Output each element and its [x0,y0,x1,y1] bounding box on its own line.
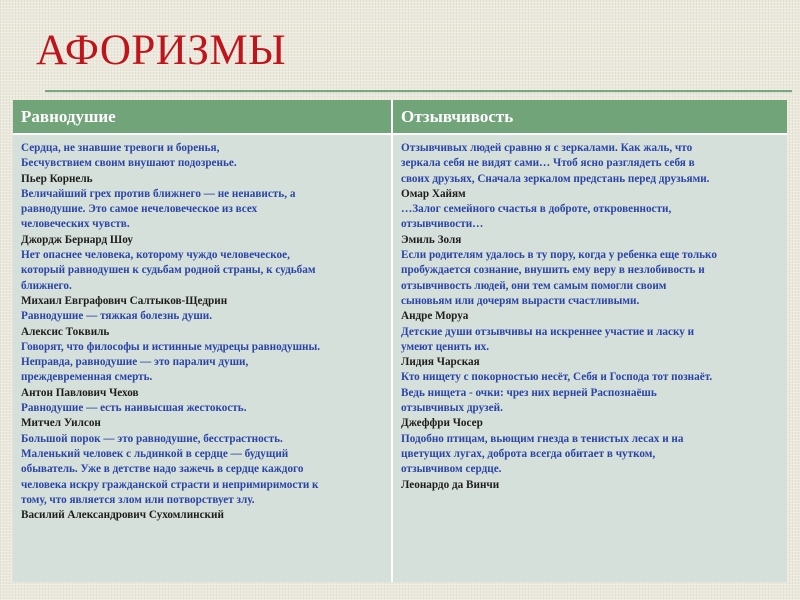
column-body-indifference [13,135,391,582]
quote-line: своих друзьях, Сначала зеркалом предстань перед друзьями. [401,172,710,185]
quote-line: Кто нищету с покорностью несёт, Себя и Господа тот познаёт. [401,371,713,384]
quote-line: Говорят, что философы и истинные мудрецы равнодушны. [21,340,321,353]
quote-line: Большой порок — это равнодушие, бесстрастность. [21,432,283,445]
quote-line: умеют ценить их. [401,340,490,353]
quote-line: цветущих лугах, доброта всегда обитает в чутком, [401,447,656,460]
quote-line: Величайший грех против ближнего — не ненависть, а [21,187,296,200]
quote-line: равнодушие. Это самое нечеловеческое из всех [21,203,258,216]
quote-line: Маленький человек с льдинкой в сердце — будущий [21,447,289,460]
aphorism-entry [21,401,391,432]
quote-author: Омар Хайям [401,187,466,200]
aphorism-entry [401,141,787,202]
aphorism-entry [401,202,787,248]
aphorism-entry [401,432,787,493]
quote-line: Если родителям удалось в ту пору, когда у ребенка еще только [401,249,717,262]
quote-line: …Залог семейного счастья в доброте, откровенности, [401,203,672,216]
quote-line: Равнодушие — есть наивысшая жестокость. [21,402,247,415]
column-header-indifference: Равнодушие [13,100,391,133]
quote-line: Неправда, равнодушие — это паралич души, [21,356,249,369]
quote-author: Пьер Корнель [21,172,93,185]
quote-author: Андре Моруа [401,310,469,323]
title-divider [45,90,792,93]
quote-author: Джеффри Чосер [401,417,483,430]
aphorism-entry [21,432,391,524]
quote-line: Подобно птицам, вьющим гнезда в тенистых лесах и на [401,432,684,445]
aphorism-entry [21,309,391,340]
quote-line: Детские души отзывчивы на искреннее участие и ласку и [401,325,695,338]
quote-line: отзывчивости… [401,218,484,231]
quote-line: Равнодушие — тяжкая болезнь души. [21,310,213,323]
quote-line: человеческих чувств. [21,218,130,231]
quote-line: сыновьям или дочерям вырасти счастливыми. [401,294,640,307]
quote-author: Леонардо да Винчи [401,478,500,491]
aphorisms-table [13,100,787,582]
quote-line: Ведь нищета - очки: чрез них верней Распознаёшь [401,386,657,399]
quote-line: Бесчувствием своим внушают подозренье. [21,157,237,170]
quote-line: человека искру гражданской страсти и непримиримости к [21,478,319,491]
column-body-responsiveness [393,135,787,582]
aphorism-entry [21,340,391,401]
aphorism-entry [21,187,391,248]
aphorism-entry [401,248,787,324]
quote-line: отзывчивость людей, они тем самым помогли своим [401,279,667,292]
quote-author: Эмиль Золя [401,233,462,246]
quote-line: отзывчивых друзей. [401,402,503,415]
quote-line: Сердца, не знавшие тревоги и боренья, [21,142,220,154]
quote-author: Михаил Евграфович Салтыков-Щедрин [21,294,228,307]
quote-line: зеркала себя не видят сами… Чтоб ясно разглядеть себя в [401,157,695,170]
quote-line: пробуждается сознание, внушить ему веру в незлобивость и [401,264,705,277]
quote-author: Антон Павлович Чехов [21,386,139,399]
aphorism-entry [401,370,787,431]
quote-author: Джордж Бернард Шоу [21,233,133,246]
quote-author: Лидия Чарская [401,356,480,369]
quote-line: тому, что является злом или потворствует злу. [21,493,255,506]
column-header-responsiveness: Отзывчивость [393,100,787,133]
quote-line: Нет опаснее человека, которому чуждо человеческое, [21,249,290,262]
quote-line: Отзывчивых людей сравню я с зеркалами. Как жаль, что [401,142,693,154]
aphorism-entry [21,248,391,309]
quote-line: обыватель. Уже в детстве надо зажечь в сердце каждого [21,463,304,476]
quote-line: ближнего. [21,279,72,292]
quote-line: который равнодушен к судьбам родной страны, к судьбам [21,264,316,277]
quote-line: преждевременная смерть. [21,371,153,384]
slide-title: АФОРИЗМЫ [36,27,287,74]
quote-author: Митчел Уилсон [21,417,101,430]
aphorism-entry [401,325,787,371]
quote-author: Алексис Токвиль [21,325,110,338]
quote-author: Василий Александрович Сухомлинский [21,509,224,522]
aphorism-entry [21,141,391,187]
quote-line: отзывчивом сердце. [401,463,502,476]
